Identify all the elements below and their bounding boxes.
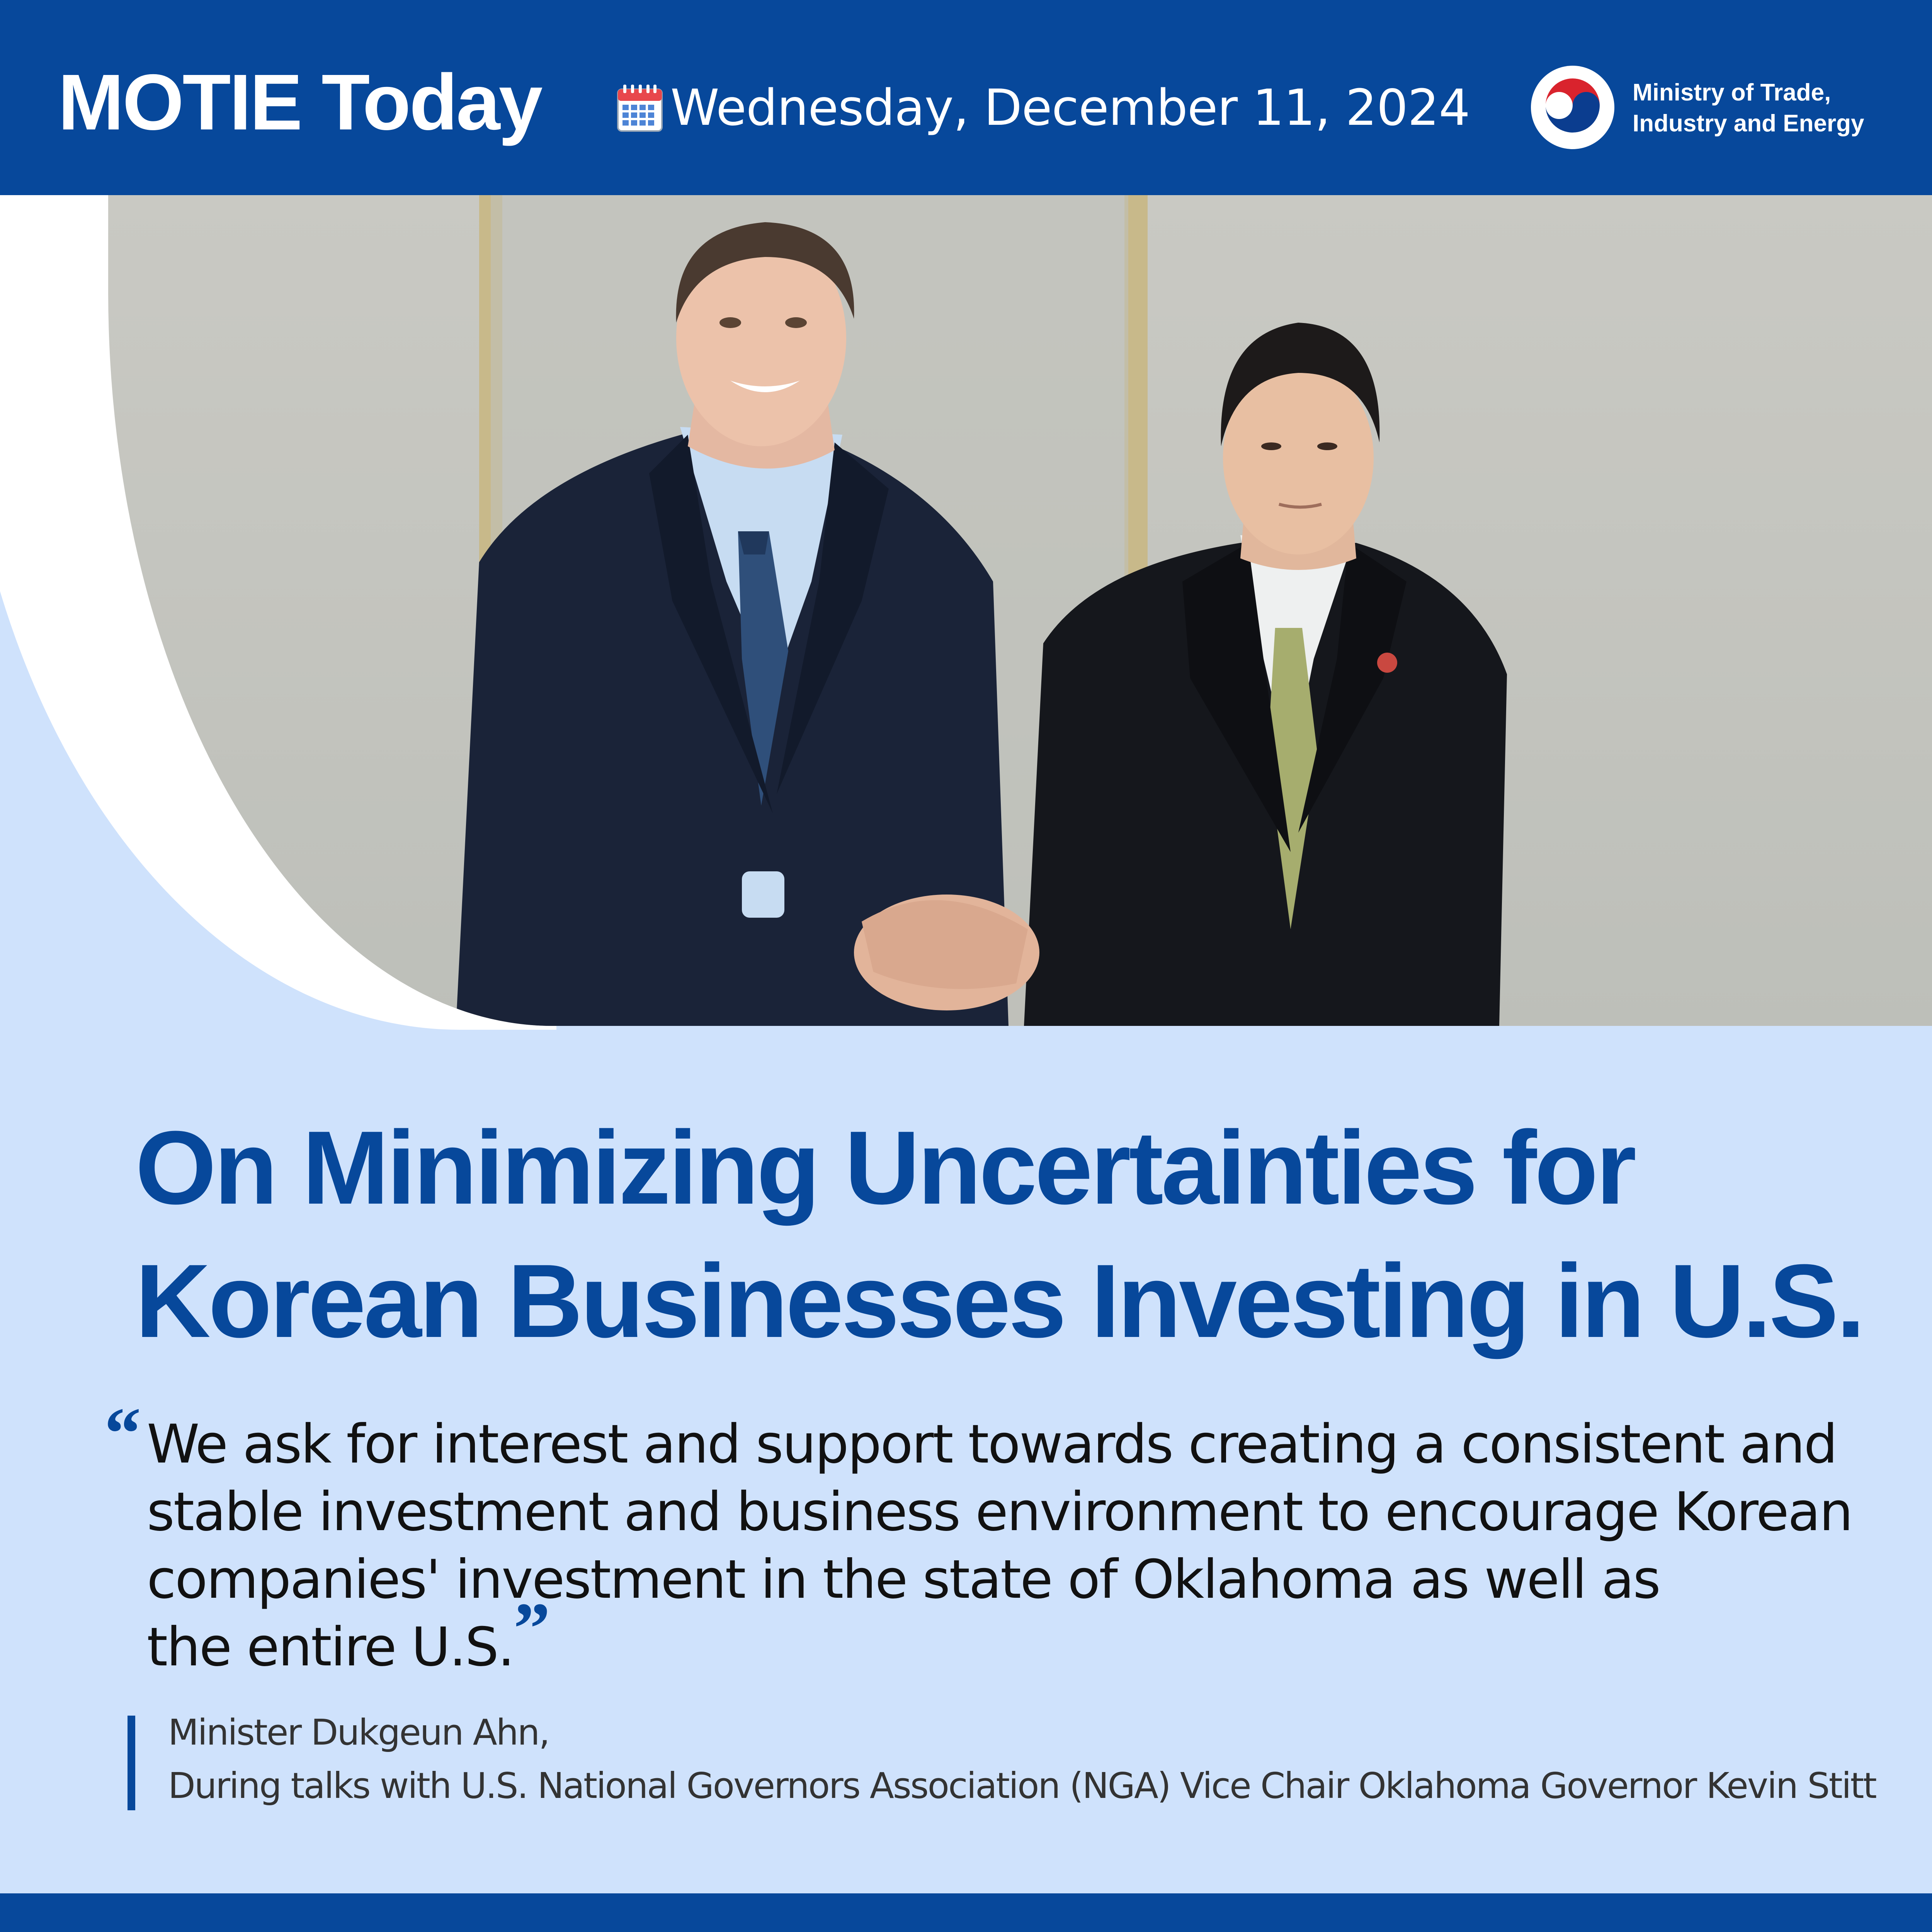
quote-line4-wrap bbox=[147, 1588, 1866, 1681]
quote-line1: We ask for interest and support towards creating a consistent and bbox=[147, 1413, 1837, 1475]
headline-line2: Korean Businesses Investing in U.S. bbox=[135, 1243, 1863, 1359]
quote-line2: stable investment and business environment to encourage Korean bbox=[147, 1481, 1852, 1543]
close-quote-icon: ” bbox=[513, 1588, 549, 1669]
attribution bbox=[168, 1706, 1907, 1813]
handshake bbox=[854, 895, 1039, 1010]
headline-line1: On Minimizing Uncertainties for bbox=[135, 1110, 1634, 1226]
ministry-name bbox=[1633, 77, 1911, 139]
quote-line4: the entire U.S. bbox=[147, 1616, 514, 1678]
taegeuk-emblem-icon bbox=[1530, 65, 1615, 150]
quote-text bbox=[147, 1410, 1866, 1681]
ministry-name-line1: Ministry of Trade, bbox=[1633, 79, 1831, 106]
headline bbox=[135, 1101, 1893, 1368]
brand-title: MOTIE Today bbox=[58, 58, 541, 146]
calendar-icon bbox=[616, 83, 663, 133]
ministry-name-line2: Industry and Energy bbox=[1633, 110, 1864, 137]
footer-bar bbox=[0, 1893, 1932, 1932]
header-bar bbox=[0, 0, 1932, 195]
attribution-line1: Minister Dukgeun Ahn, bbox=[168, 1712, 549, 1753]
open-quote-icon: “ bbox=[104, 1393, 141, 1474]
attribution-bar bbox=[128, 1716, 135, 1810]
quote-line3: companies' investment in the state of Oklahoma as well as bbox=[147, 1548, 1660, 1611]
meeting-photo bbox=[108, 195, 1932, 1026]
attribution-line2: During talks with U.S. National Governors Association (NGA) Vice Chair Oklahoma Governor Kevin Stitt bbox=[168, 1765, 1876, 1806]
photo-illustration bbox=[108, 195, 1932, 1026]
header-date: Wednesday, December 11, 2024 bbox=[670, 79, 1470, 137]
